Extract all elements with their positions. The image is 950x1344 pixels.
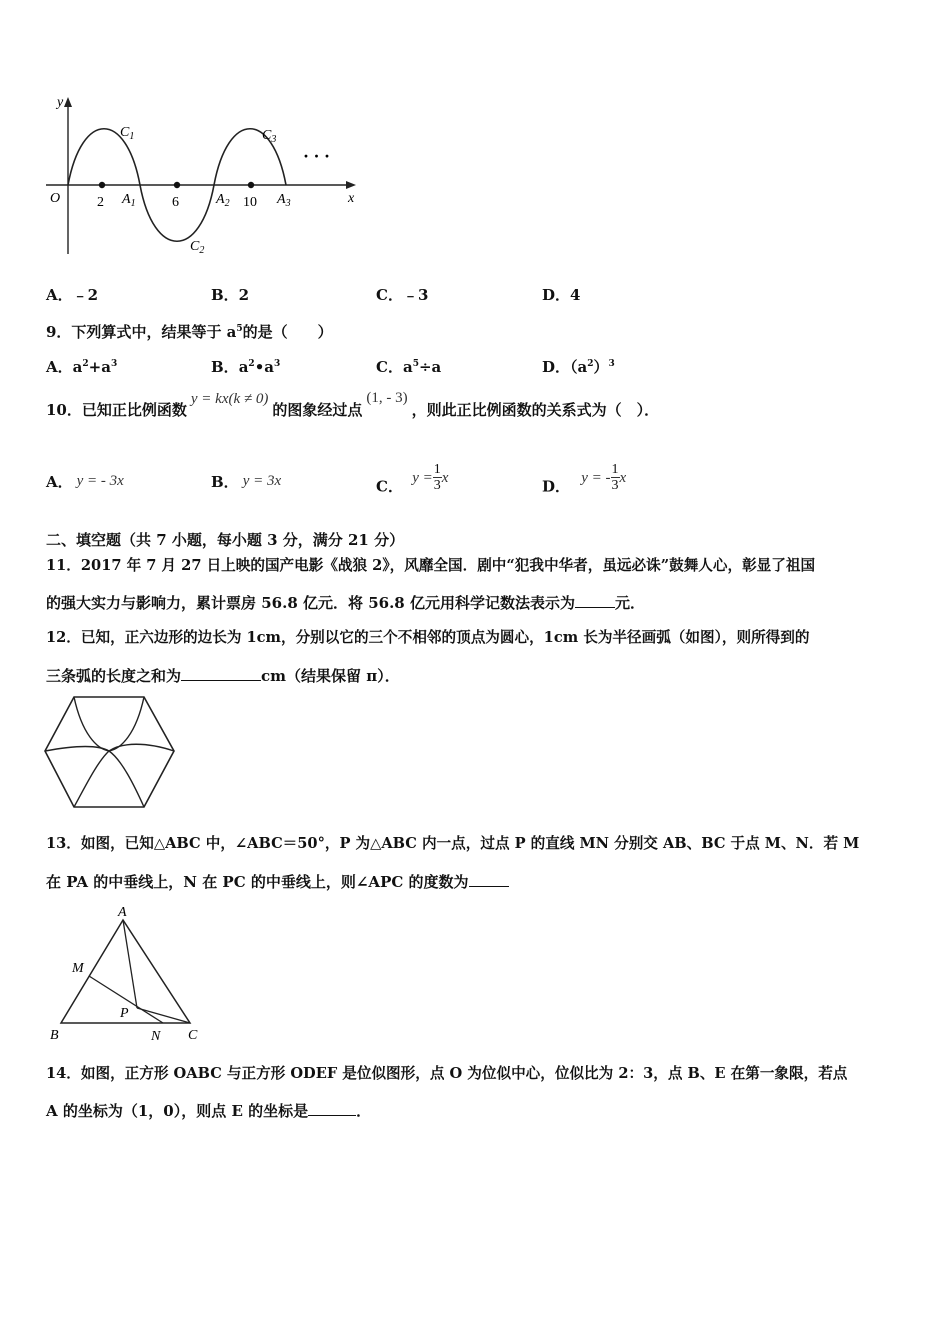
x-label: x — [348, 191, 355, 206]
q10-point: (1, - 3) — [366, 390, 408, 406]
segment-pa — [123, 920, 137, 1008]
q10-option-d: D． y = - $\frac{1}{3}$ x — [542, 462, 627, 496]
origin-label: O — [50, 191, 61, 206]
q14-line1: 14．如图，正方形 OABC 与正方形 ODEF 是位似图形，点 O 为位似中心，位似比为 2：3，点 B、E 在第一象限，若点 — [46, 1065, 848, 1082]
q12-line2: 三条弧的长度之和为 cm（结果保留 π）． — [46, 667, 400, 685]
q10-option-b: B． y = 3x — [211, 473, 282, 491]
q14-answer-blank — [308, 1101, 356, 1116]
label-m: M — [72, 961, 84, 976]
point-6 — [174, 182, 180, 188]
q9-option-a: A．$a^2+a^3$ — [46, 358, 118, 376]
tick-2: 2 — [97, 195, 104, 210]
point-2 — [99, 182, 105, 188]
triangle-figure — [45, 900, 210, 1045]
q8-option-a: A．﹣2 — [46, 286, 99, 304]
point-10 — [248, 182, 254, 188]
label-b: B — [50, 1028, 59, 1043]
y-label: y — [57, 95, 64, 110]
q10-stem: 10．已知正比例函数y = kx(k ≠ 0)的图象经过点(1, - 3)，则此正比例函数的关系式为（ ）． — [46, 390, 660, 419]
y-axis-arrow-icon — [64, 97, 72, 107]
q12-answer-blank — [181, 666, 261, 681]
q13-line2: 在 PA 的中垂线上，N 在 PC 的中垂线上，则∠APC 的度数为 — [46, 872, 509, 892]
q8-option-d: D．4 — [542, 286, 581, 304]
q14-line2: A 的坐标为（1，0），则点 E 的坐标是 ． — [46, 1102, 372, 1120]
label-n: N — [151, 1029, 161, 1044]
label-a1: $A_1$ — [122, 192, 136, 209]
arc-left — [45, 746, 109, 807]
q13-line1: 13．如图，已知△ABC 中，∠ABC＝50°，P 为△ABC 内一点，过点 P 的直线 MN 分别交 AB、BC 于点 M、N．若 M — [46, 835, 860, 852]
label-c2: $C_2$ — [190, 239, 205, 256]
arc-top — [74, 697, 144, 751]
label-a2: $A_2$ — [216, 192, 230, 209]
q8-option-b: B．2 — [211, 286, 250, 304]
label-c: C — [188, 1028, 198, 1043]
wave-figure — [40, 92, 365, 262]
hexagon-figure — [42, 694, 178, 812]
tick-10: 10 — [243, 195, 257, 210]
q11-line2: 的强大实力与影响力，累计票房 56.8 亿元．将 56.8 亿元用科学记数法表示为 元． — [46, 594, 645, 612]
q9-stem: 9．下列算式中，结果等于 $a^5$的是（ ） — [46, 323, 333, 341]
q10-option-c: C． y = $\frac{1}{3}$ x — [376, 462, 449, 496]
arc-right — [109, 744, 174, 807]
q11-answer-blank — [575, 593, 615, 608]
q9-option-c: C．$a^5\div a$ — [376, 358, 442, 376]
q9-option-b: B．$a^2•a^3$ — [211, 358, 281, 376]
x-axis-arrow-icon — [346, 181, 356, 189]
q8-option-c: C．﹣3 — [376, 286, 429, 304]
q12-line1: 12．已知，正六边形的边长为 1cm，分别以它的三个不相邻的顶点为圆心，1cm 长为半径画弧（如图），则所得到的 — [46, 629, 810, 646]
ellipsis: · · · — [303, 146, 331, 166]
q10-option-a: A． y = - 3x — [46, 473, 124, 491]
tick-6: 6 — [172, 195, 179, 210]
label-p: P — [120, 1006, 129, 1021]
section-2-title: 二、填空题（共 7 小题，每小题 3 分，满分 21 分） — [46, 531, 405, 549]
label-a: A — [118, 905, 127, 920]
label-c1: $C_1$ — [120, 125, 135, 142]
q9-option-d: D．$(a^2)^3$ — [542, 358, 615, 376]
q11-line1: 11．2017 年 7 月 27 日上映的国产电影《战狼 2》，风靡全国．剧中“犯我中华者，虽远必诛”鼓舞人心，彰显了祖国 — [46, 557, 816, 574]
label-c3: $C_3$ — [262, 128, 277, 145]
q10-function: y = kx(k ≠ 0) — [190, 391, 269, 407]
label-a3: $A_3$ — [277, 192, 291, 209]
q13-answer-blank — [469, 872, 509, 887]
